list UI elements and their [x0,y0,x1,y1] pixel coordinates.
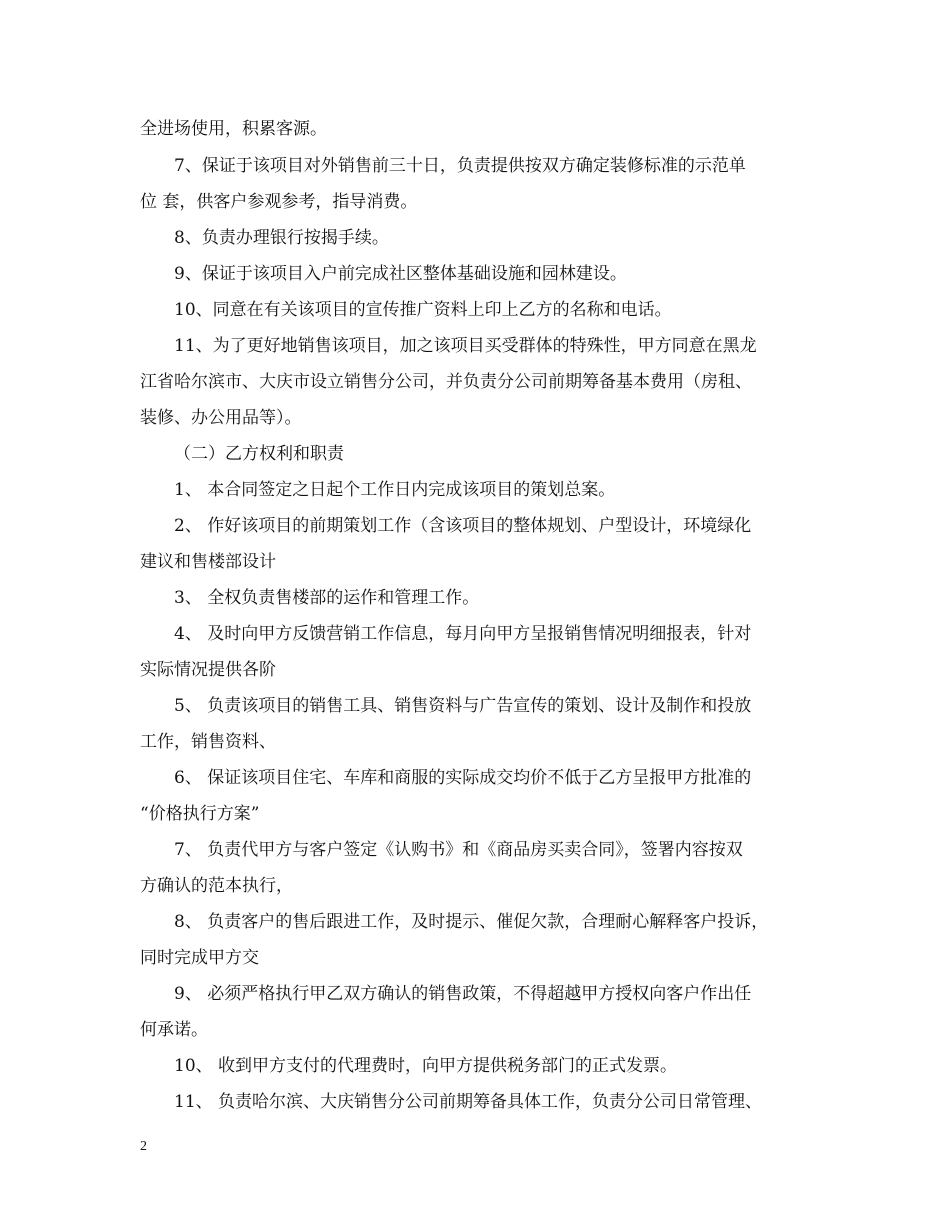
text-line: 10、 收到甲方支付的代理费时，向甲方提供税务部门的正式发票。 [174,1056,678,1076]
text-line: 位 套，供客户参观参考，指导消费。 [140,192,418,212]
text-line: 11、 负责哈尔滨、大庆销售分公司前期筹备具体工作，负责分公司日常管理、 [174,1092,763,1112]
text-line: 江省哈尔滨市、大庆市设立销售分公司，并负责分公司前期筹备基本费用（房租、 [140,372,752,392]
text-line: “价格执行方案” [140,804,260,824]
text-line: 9、保证于该项目入户前完成社区整体基础设施和园林建设。 [174,264,627,284]
text-line: 5、 负责该项目的销售工具、销售资料与广告宣传的策划、设计及制作和投放 [174,696,752,716]
text-line: 全进场使用，积累客源。 [140,119,327,139]
text-line: 同时完成甲方交 [140,948,259,968]
text-line: 3、 全权负责售楼部的运作和管理工作。 [174,588,480,608]
text-line: 9、 必须严格执行甲乙双方确认的销售政策，不得超越甲方授权向客户作出任 [174,984,752,1004]
text-line: 何承诺。 [140,1020,208,1040]
section-heading: （二）乙方权利和职责 [174,444,344,464]
text-line: 1、 本合同签定之日起个工作日内完成该项目的策划总案。 [174,480,616,500]
text-line: 8、 负责客户的售后跟进工作，及时提示、催促欠款，合理耐心解释客户投诉， [174,912,769,932]
text-line: 2、 作好该项目的前期策划工作（含该项目的整体规划、户型设计，环境绿化 [174,516,752,536]
text-line: 工作，销售资料、 [140,732,276,752]
text-line: 8、负责办理银行按揭手续。 [174,228,389,248]
text-line: 6、 保证该项目住宅、车库和商服的实际成交均价不低于乙方呈报甲方批准的 [174,768,752,788]
text-line: 11、为了更好地销售该项目，加之该项目买受群体的特殊性，甲方同意在黑龙 [174,336,757,356]
text-line: 装修、办公用品等）。 [140,408,302,428]
text-line: 7、 负责代甲方与客户签定《认购书》和《商品房买卖合同》，签署内容按双 [174,840,743,860]
text-line: 7、保证于该项目对外销售前三十日，负责提供按双方确定装修标准的示范单 [174,156,746,176]
text-line: 10、同意在有关该项目的宣传推广资料上印上乙方的名称和电话。 [174,300,672,320]
text-line: 方确认的范本执行， [140,876,293,896]
page-number: 2 [140,1139,147,1154]
text-line: 4、 及时向甲方反馈营销工作信息，每月向甲方呈报销售情况明细报表，针对 [174,624,752,644]
text-line: 建议和售楼部设计 [140,552,276,572]
text-line: 实际情况提供各阶 [140,660,276,680]
